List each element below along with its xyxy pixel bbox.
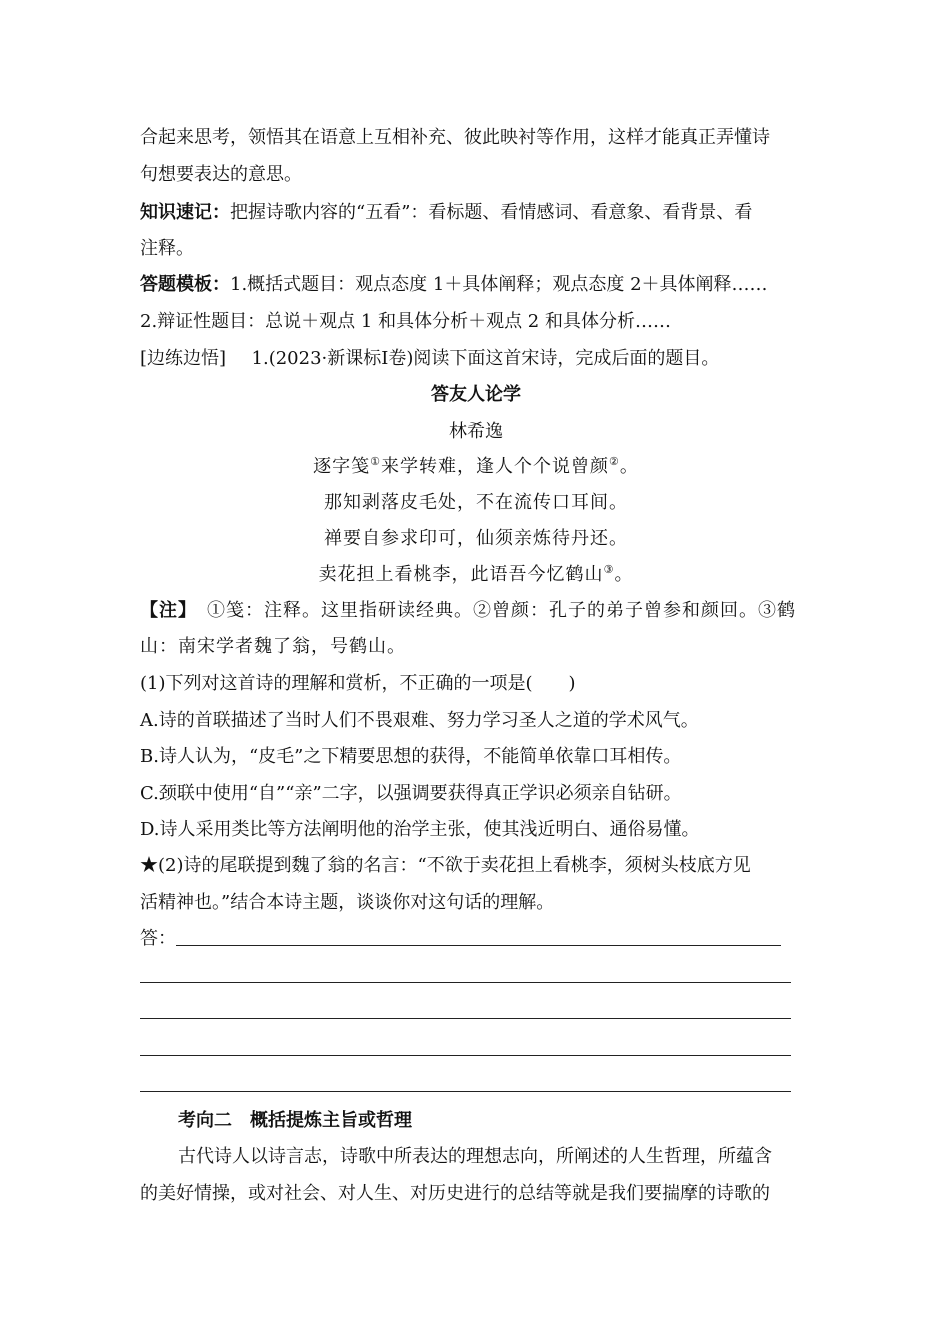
footnote-marker: ① [370, 455, 381, 468]
option-d: D.诗人采用类比等方法阐明他的治学主张，使其浅近明白、通俗易懂。 [140, 819, 700, 840]
question-1: (1)下列对这首诗的理解和赏析，不正确的一项是( ) [140, 673, 576, 694]
option-c: C.颈联中使用“自”“亲”二字，以强调要获得真正学识必须亲自钻研。 [140, 783, 682, 804]
poem-line: 禅要自参求印可，仙须亲炼待丹还。 [324, 528, 628, 549]
poem-notes-line: 山：南宋学者魏了翁，号鹤山。 [140, 636, 406, 657]
paragraph-line: 的美好情操，或对社会、对人生、对历史进行的总结等就是我们要揣摩的诗歌的 [140, 1183, 770, 1204]
footnote-marker: ③ [603, 563, 615, 576]
answer-line[interactable] [140, 1018, 791, 1019]
option-b: B.诗人认为，“皮毛”之下精要思想的获得，不能简单依靠口耳相传。 [140, 746, 682, 767]
paragraph-line: 句想要表达的意思。 [140, 164, 302, 185]
answer-template [140, 272, 812, 298]
poem-text: 。 [614, 564, 634, 585]
paragraph-line: 2.辩证性题目：总说＋观点 1 和具体分析＋观点 2 和具体分析…… [140, 311, 671, 332]
answer-line[interactable] [140, 982, 791, 983]
answer-line[interactable] [140, 1091, 791, 1092]
poem-title: 答友人论学 [431, 384, 521, 405]
practice-text: 1.(2023·新课标Ⅰ卷)阅读下面这首宋诗，完成后面的题目。 [251, 348, 720, 369]
answer-line[interactable] [140, 1055, 791, 1056]
footnote-marker: ② [609, 455, 620, 468]
practice-label: [边练边悟] [140, 348, 227, 369]
note-text: ①笺：注释。这里指研读经典。②曾颜：孔子的弟子曾参和颜回。③鹤 [207, 600, 796, 621]
poem-author: 林希逸 [449, 421, 503, 442]
template-label: 答题模板： [140, 274, 230, 295]
answer-label: 答： [140, 928, 176, 949]
knowledge-label: 知识速记： [140, 202, 230, 223]
poem-line [140, 562, 812, 588]
poem-text: 卖花担上看桃李，此语吾今忆鹤山 [318, 564, 604, 585]
paragraph-line: 注释。 [140, 238, 194, 259]
practice-intro [140, 346, 812, 372]
question-2: ★(2)诗的尾联提到魏了翁的名言：“不欲于卖花担上看桃李，须树头枝底方见 [140, 855, 751, 876]
poem-text: 逐字笺 [313, 456, 371, 477]
knowledge-text: 把握诗歌内容的“五看”：看标题、看情感词、看意象、看背景、看 [230, 202, 753, 223]
poem-text: 来学转难，逢人个个说曾颜 [381, 456, 609, 477]
question-2-line: 活精神也。”结合本诗主题，谈谈你对这句话的理解。 [140, 892, 555, 913]
poem-text: 。 [619, 456, 639, 477]
knowledge-note [140, 200, 812, 226]
template-text: 1.概括式题目：观点态度 1＋具体阐释；观点态度 2＋具体阐释…… [230, 274, 768, 295]
section-title: 考向二 概括提炼主旨或哲理 [178, 1110, 412, 1131]
note-label: 【注】 [140, 600, 197, 621]
poem-line: 那知剥落皮毛处，不在流传口耳间。 [324, 492, 628, 513]
poem-notes [140, 598, 812, 624]
answer-line[interactable] [176, 945, 781, 946]
option-a: A.诗的首联描述了当时人们不畏艰难、努力学习圣人之道的学术风气。 [140, 710, 699, 731]
paragraph-line: 合起来思考，领悟其在语意上互相补充、彼此映衬等作用，这样才能真正弄懂诗 [140, 127, 770, 148]
paragraph-line: 古代诗人以诗言志，诗歌中所表达的理想志向，所阐述的人生哲理，所蕴含 [178, 1146, 772, 1167]
poem-line [140, 454, 812, 480]
